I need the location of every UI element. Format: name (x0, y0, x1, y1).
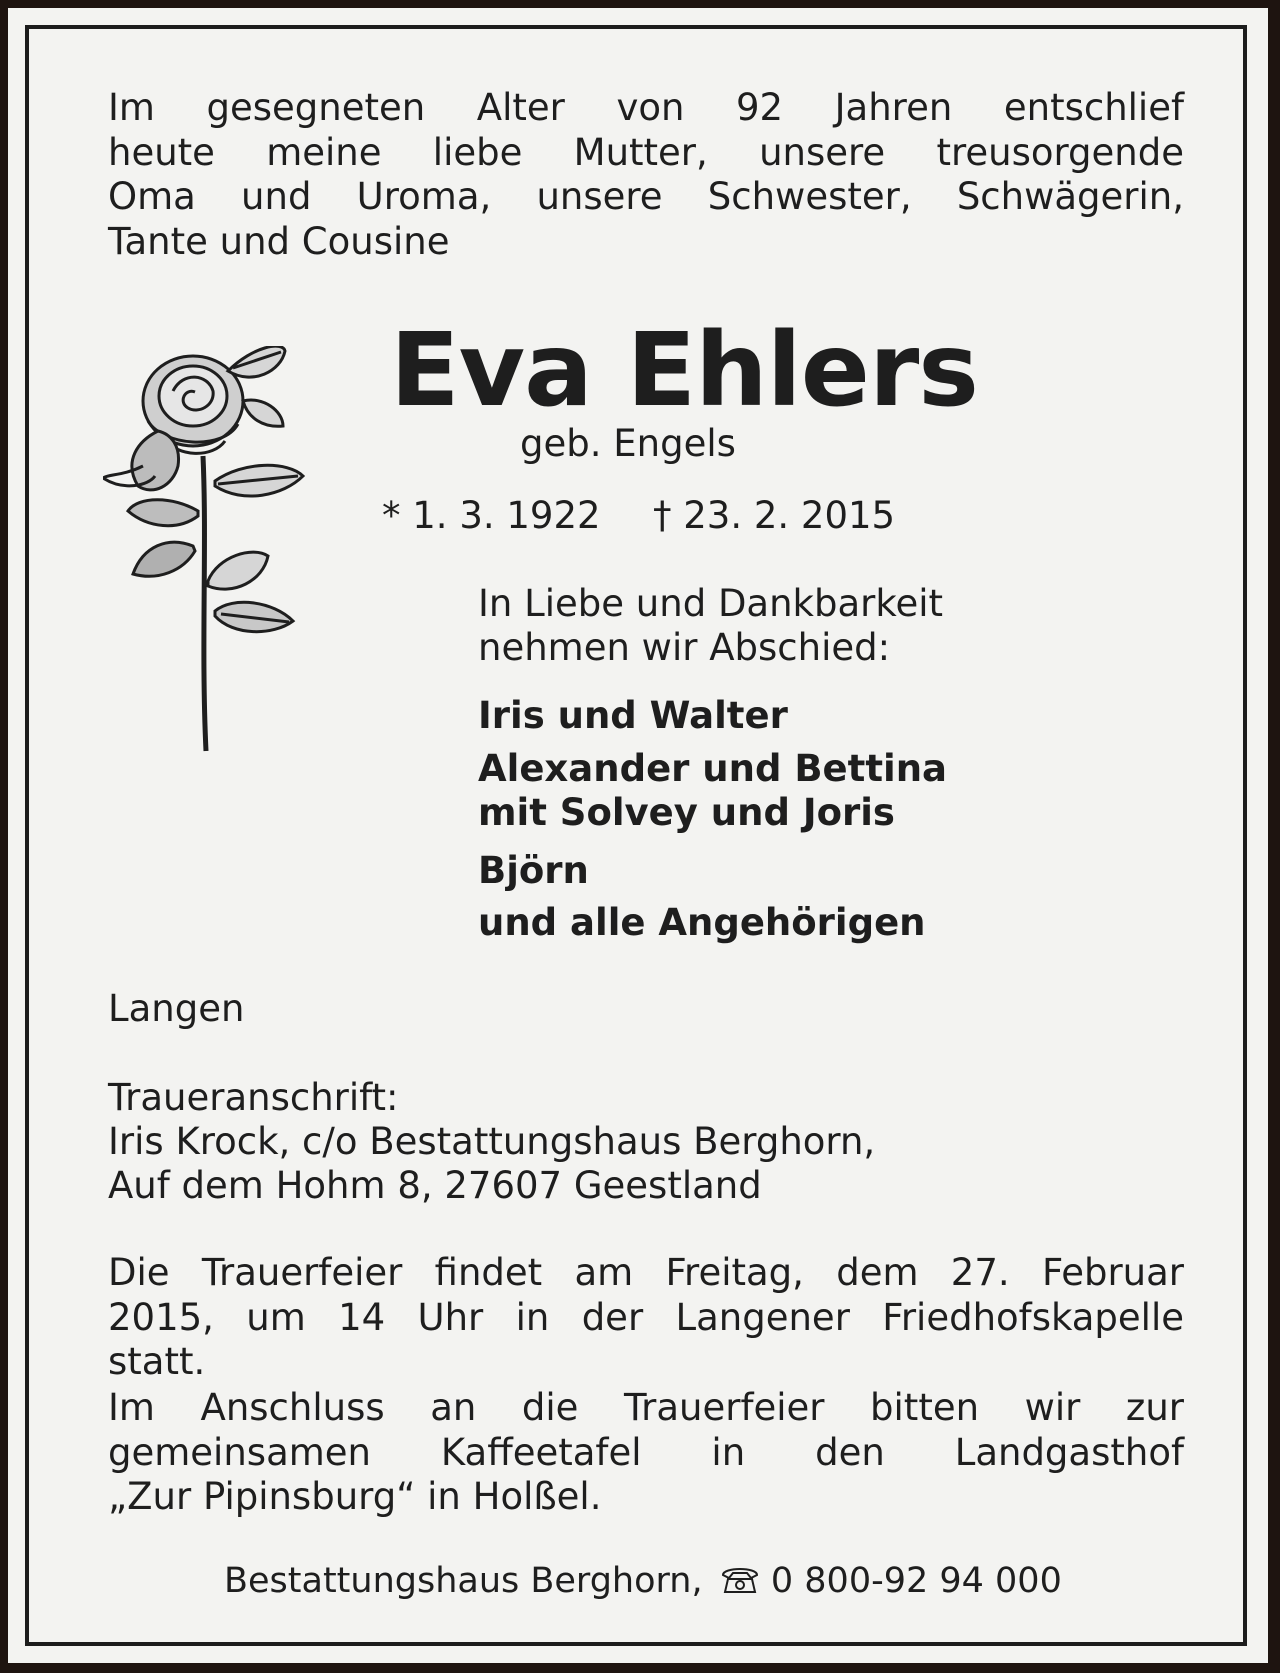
phone-number: 0 800-92 94 000 (770, 1561, 1062, 1601)
intro-line: Im gesegneten Alter von 92 Jahren entschlief (108, 86, 1184, 129)
reception-line: Im Anschluss an die Trauerfeier bitten wir zur (108, 1386, 1184, 1429)
ceremony-line: Die Trauerfeier findet am Freitag, dem 27. Februar (108, 1251, 1184, 1294)
birth-date: * 1. 3. 1922 (382, 494, 601, 537)
obituary-notice (8, 8, 1268, 1663)
farewell-text (478, 582, 943, 670)
rose-icon (103, 346, 318, 756)
place: Langen (108, 987, 245, 1030)
farewell-line: In Liebe und Dankbarkeit (478, 582, 944, 625)
intro-paragraph (108, 86, 1184, 264)
address-heading: Traueranschrift: (108, 1076, 399, 1119)
address-block (108, 1076, 875, 1208)
intro-line: heute meine liebe Mutter, unsere treusorgende (108, 130, 1184, 174)
intro-line: Oma und Uroma, unsere Schwester, Schwägerin, (108, 175, 1184, 218)
reception-line: gemeinsamen Kaffeetafel in den Landgasthof (108, 1430, 1184, 1474)
funeral-home-name: Bestattungshaus Berghorn, (224, 1561, 703, 1601)
mourner-name: Alexander und Bettina (478, 747, 948, 790)
telephone-icon (720, 1559, 760, 1603)
mourner-name: Björn (478, 849, 589, 892)
address-line: Iris Krock, c/o Bestattungshaus Berghorn, (108, 1120, 876, 1163)
footer (224, 1559, 1062, 1603)
mourner-name: Iris und Walter (478, 694, 788, 737)
intro-line: Tante und Cousine (108, 219, 450, 263)
farewell-line: nehmen wir Abschied: (478, 626, 891, 669)
birth-name: geb. Engels (520, 422, 736, 465)
ceremony-paragraph (108, 1251, 1184, 1385)
address-line: Auf dem Hohm 8, 27607 Geestland (108, 1164, 762, 1207)
ceremony-line: 2015, um 14 Uhr in der Langener Friedhofskapelle (108, 1295, 1184, 1339)
death-date: † 23. 2. 2015 (653, 494, 896, 537)
deceased-name: Eva Ehlers (390, 311, 978, 430)
reception-paragraph (108, 1386, 1184, 1520)
reception-line: „Zur Pipinsburg“ in Holßel. (108, 1475, 602, 1518)
mourner-name: und alle Angehörigen (478, 901, 926, 944)
mourner-name: mit Solvey und Joris (478, 791, 895, 834)
ceremony-line: statt. (108, 1340, 206, 1383)
